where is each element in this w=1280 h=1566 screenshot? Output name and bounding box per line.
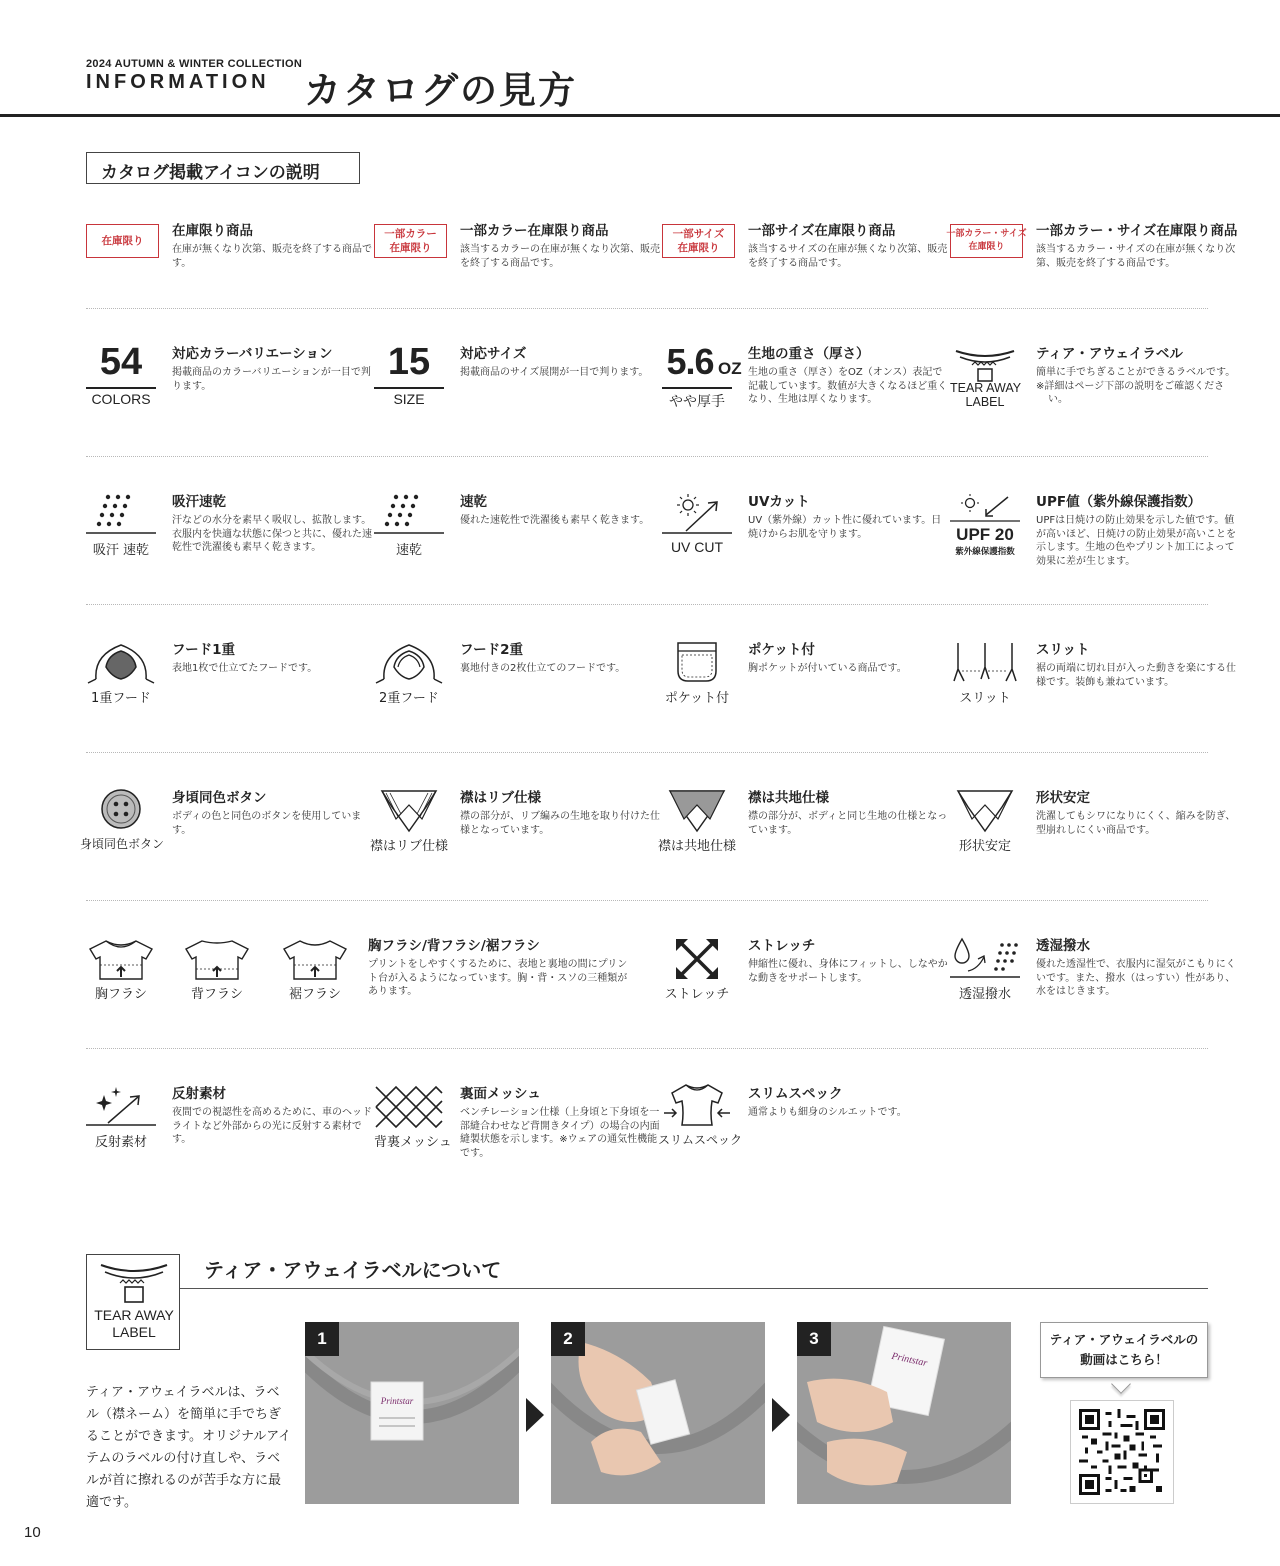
item-title: 一部カラー在庫限り商品 [460,223,609,239]
item-title: 透湿撥水 [1036,938,1090,954]
item-desc: 該当するサイズの在庫が無くなり次第、販売を終了する商品です。 [748,244,948,269]
item-title: 吸汗速乾 [172,494,226,510]
icon-row-function [86,456,1236,604]
stretch-icon [662,937,732,1019]
icon-item-slim-spec [658,1049,950,1197]
quick-dry-caption: 速乾 [395,543,422,558]
step-1-photo [305,1322,519,1504]
color-size-stock-limited-badge-icon: 一部カラー・サイズ 在庫限り [950,224,1023,258]
svg-text:Printstar: Printstar [380,1396,414,1406]
step-number: 1 [305,1322,339,1356]
hood-single-icon [86,641,156,723]
tear-away-label-box [86,1254,180,1350]
icon-row-collar [80,752,1236,900]
icon-item-sweat-quick-dry [86,457,374,605]
hood-double-caption: 2重フード [379,691,439,706]
item-title: 一部サイズ在庫限り商品 [748,223,896,239]
item-title: ティア・アウェイラベル [1036,346,1183,362]
item-desc: UV（紫外線）カット性に優れています。日焼けからお肌を守ります。 [748,515,942,540]
item-desc: 襟の部分が、ボディと同じ生地の仕様となっています。 [748,811,948,836]
icon-item-breathable-water-repellent [950,901,1238,1049]
icon-item-size [374,309,662,457]
item-title: 襟はリブ仕様 [460,790,541,806]
water-repellent-icon [950,937,1020,1019]
stretch-caption: ストレッチ [664,987,730,1002]
item-title: 身頃同色ボタン [172,790,267,806]
step-arrow-icon [526,1398,544,1432]
chest-print-pocket-icon [86,937,156,1019]
uv-cut-icon [662,493,732,575]
icon-row-material [86,1048,1208,1196]
item-title: 速乾 [460,494,487,510]
chest-print-pocket-caption: 胸フラシ [94,987,147,1002]
item-desc: 在庫が無くなり次第、販売を終了する商品です。 [172,244,372,269]
item-desc: 簡単に手でちぎることができるラベルです。 [1036,367,1236,378]
weight-value-icon: 5.6 [666,341,714,382]
icon-item-weight [662,309,950,457]
back-mesh-caption: 背裏メッシュ [374,1135,452,1150]
header-rule [0,114,1280,117]
item-title: UVカット [748,494,810,510]
item-desc: 該当するカラーの在庫が無くなり次第、販売を終了する商品です。 [460,244,660,269]
item-title: 生地の重さ（厚さ） [748,346,870,362]
rib-collar-caption: 襟はリブ仕様 [369,839,448,854]
mesh-icon [374,1085,452,1167]
item-desc: プリントをしやすくするために、表地と裏地の間にプリント台が入るようになっています。胸・背・スソの三種類があります。 [368,959,628,997]
qr-video-callout: ティア・アウェイラベルの 動画はこちら！ [1040,1322,1208,1378]
item-desc: 胸ポケットが付いている商品です。 [748,663,907,674]
upf-caption: 紫外線保護指数 [955,547,1015,557]
stock-limited-badge-icon: 在庫限り [86,224,159,258]
item-desc: 掲載商品のカラーバリエーションが一目で判ります。 [172,367,371,392]
tear-away-box-caption: TEAR AWAY LABEL [94,1307,174,1340]
item-desc: ボディの色と同色のボタンを使用しています。 [172,811,362,836]
icon-item-colors [86,309,374,457]
size-stock-limited-badge-icon: 一部サイズ 在庫限り [662,224,735,258]
icon-item-hood-double [374,605,662,753]
breathable-caption: 透湿撥水 [958,987,1011,1002]
step-number: 2 [551,1322,585,1356]
item-desc: 掲載商品のサイズ展開が一目で判ります。 [460,367,649,378]
tear-away-caption: TEAR AWAY LABEL [950,381,1022,409]
icon-item-upf [950,457,1238,605]
hood-double-icon [374,641,444,723]
sweat-quick-dry-caption: 吸汗 速乾 [92,543,150,558]
item-desc: 生地の重さ（厚さ）をOZ（オンス）表記で記載しています。数値が大きくなるほど重くなり、生地は厚くなります。 [748,367,948,405]
pocket-icon [662,641,732,723]
icon-section-title: カタログ掲載アイコンの説明 [86,152,360,184]
upf-value: UPF 20 [956,525,1014,544]
rib-collar-icon [374,787,444,869]
item-title: 対応サイズ [460,346,527,362]
icon-item-self-fabric-collar [657,753,950,901]
tear-away-rule [180,1288,1208,1289]
colors-caption: COLORS [91,391,151,407]
hem-print-pocket-caption: 裾フラシ [288,987,341,1002]
icon-item-hood-single [86,605,374,753]
icon-row-print [86,900,1236,1048]
tear-away-title: ティア・アウェイラベルについて [204,1258,502,1282]
step-2-photo [551,1322,765,1504]
icon-item-shape-stable [950,753,1238,901]
colors-count-icon: 54 [99,341,143,383]
item-title: ストレッチ [748,938,816,954]
qr-code[interactable] [1070,1400,1174,1504]
icon-item-uv-cut [662,457,950,605]
item-desc: 夜間での視認性を高めるために、車のヘッドライトなど外部からの光に反射する素材です。 [172,1107,372,1145]
icon-item-print-pocket [86,901,662,1049]
item-desc: 表地1枚で仕立てたフードです。 [172,663,318,674]
item-title: 在庫限り商品 [172,223,253,239]
step-3-photo [797,1322,1011,1504]
icon-item-slit [950,605,1238,753]
item-desc: 洗濯してもシワになりにくく、縮みを防ぎ、型崩れしにくい商品です。 [1036,811,1236,836]
weight-caption: やや厚手 [669,394,725,410]
icon-item-quick-dry [374,457,662,605]
back-print-pocket-icon [182,937,252,1019]
item-note: ※詳細はページ下部の説明をご確認ください。 [1036,380,1225,405]
item-title: 裏面メッシュ [460,1086,541,1102]
slit-icon [950,641,1020,723]
item-title: UPF値（紫外線保護指数） [1036,494,1202,510]
weight-unit: OZ [718,359,742,378]
size-count-icon: 15 [387,341,431,383]
icon-item-tear-away [950,309,1238,457]
tear-away-icon [87,1255,181,1311]
slim-spec-caption: スリムスペック [658,1133,743,1147]
item-title: スリムスペック [748,1086,843,1102]
back-print-pocket-caption: 背フラシ [190,987,243,1002]
slit-caption: スリット [959,691,1011,706]
item-title: 対応カラーバリエーション [172,346,333,362]
color-stock-limited-badge-icon: 一部カラー 在庫限り [374,224,447,258]
item-title: フード2重 [460,642,523,658]
icon-item-rib-collar [369,753,662,901]
item-desc: 裏地付きの2枚仕立てのフードです。 [460,663,626,674]
page-title: カタログの見方 [304,69,577,112]
item-desc: UPFは日焼けの防止効果を示した値です。値が高いほど、日焼けの防止効果が高いことを示します。生地の色やプリント加工によって効果に差が生じます。 [1036,515,1236,567]
shape-stable-icon [950,787,1020,869]
hem-print-pocket-icon [280,937,350,1019]
svg-text:Printstar: Printstar [890,1350,929,1370]
sweat-quick-dry-icon [86,493,156,575]
item-title: スリット [1036,642,1090,658]
reflective-icon [86,1085,156,1167]
slim-tshirt-icon [662,1081,732,1163]
item-desc: 通常よりも細身のシルエットです。 [748,1107,907,1118]
step-arrow-icon [772,1398,790,1432]
quick-dry-icon [374,493,444,575]
item-desc: 伸縮性に優れ、身体にフィットし、しなやかな動きをサポートします。 [748,959,948,984]
self-fabric-collar-icon [662,787,732,869]
item-title: 襟は共地仕様 [748,790,829,806]
item-desc: ベンチレーション仕様（上身頃と下身頃を一部縫合わせなど背開きタイプ）の場合の内面縫製状態を示します。※ウェアの通気性機能です。 [460,1107,660,1159]
item-desc: 襟の部分が、リブ編みの生地を取り付けた仕様となっています。 [460,811,660,836]
item-desc: 裾の両端に切れ目が入った動きを楽にする仕様です。装飾も兼ねています。 [1036,663,1236,688]
icon-item-back-mesh [374,1049,662,1197]
page-number: 10 [24,1524,41,1541]
reflective-caption: 反射素材 [94,1135,147,1150]
item-title: 反射素材 [172,1086,226,1102]
item-desc: 汗などの水分を素早く吸収し、拡散します。衣服内を快適な状態に保つと共に、優れた速乾性で洗濯後も素早く乾きます。 [172,515,372,553]
button-icon [86,787,156,869]
header-block [86,58,302,94]
self-fabric-collar-caption: 襟は共地仕様 [657,839,736,854]
icon-item-pocket [662,605,950,753]
collection-label: 2024 AUTUMN & WINTER COLLECTION [86,58,303,70]
item-title: 形状安定 [1036,790,1090,806]
step-number: 3 [797,1322,831,1356]
uv-cut-caption: UV CUT [670,539,724,555]
tear-away-desc: ティア・アウェイラベルは、ラベル（襟ネーム）を簡単に手でちぎることができます。オリジナルアイテムのラベルの付け直しや、ラベルが首に擦れるのが苦手な方に最適です。 [86,1385,292,1510]
icon-row-spec [86,308,1236,456]
hood-single-caption: 1重フード [91,691,151,706]
size-caption: SIZE [393,391,425,407]
icon-item-reflective [86,1049,374,1197]
item-title: ポケット付 [748,642,815,658]
shape-stable-caption: 形状安定 [958,839,1011,854]
pocket-caption: ポケット付 [664,691,730,706]
item-desc: 優れた透湿性で、衣服内に湿気がこもりにくいです。また、撥水（はっすい）性があり、水をはじきます。 [1036,959,1236,997]
item-title: フード1重 [172,642,235,658]
item-desc: 優れた速乾性で洗濯後も素早く乾きます。 [460,515,650,526]
item-desc: 該当するカラー・サイズの在庫が無くなり次第、販売を終了する商品です。 [1036,244,1236,269]
item-title: 一部カラー・サイズ在庫限り商品 [1036,223,1238,239]
icon-row-hood [86,604,1236,752]
icon-item-stretch [662,901,950,1049]
item-title: 胸フラシ/背フラシ/裾フラシ [368,938,540,954]
section-label: INFORMATION [86,71,270,93]
same-color-button-caption: 身頃同色ボタン [80,837,165,851]
icon-item-same-color-button [80,753,374,901]
